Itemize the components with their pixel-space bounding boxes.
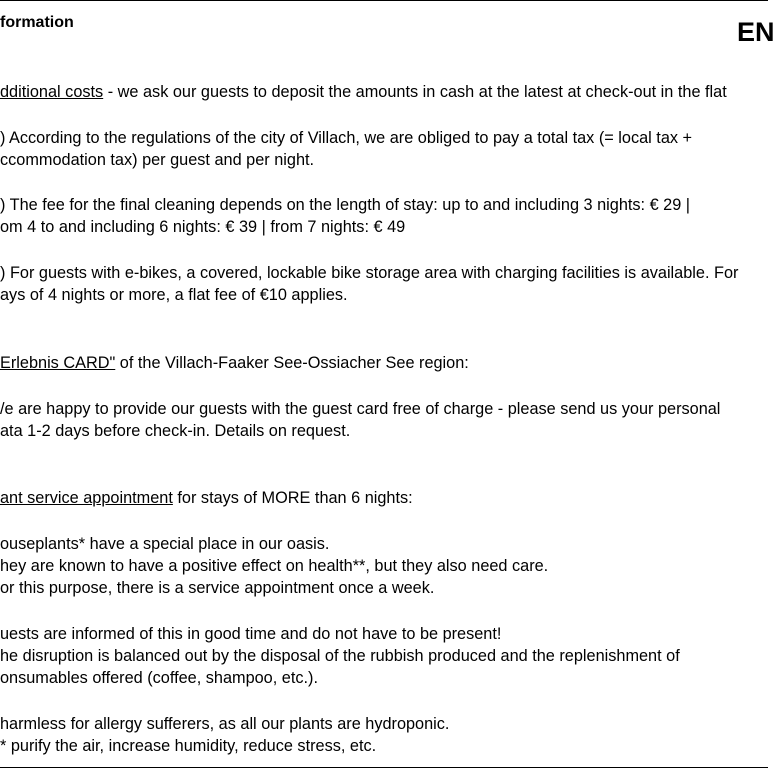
plant-line: ouseplants* have a special place in our oasis.	[0, 535, 330, 553]
additional-costs-link[interactable]: dditional costs	[0, 83, 104, 101]
guest-card-link[interactable]: Erlebnis CARD"	[0, 354, 116, 372]
plant-line: uests are informed of this in good time and do not have to be present!	[0, 625, 502, 643]
plant-line: hey are known to have a positive effect on health**, but they also need care.	[0, 557, 549, 575]
plant-line: onsumables offered (coffee, shampoo, etc.).	[0, 669, 318, 687]
plant-service-heading	[0, 488, 413, 508]
plant-footnote: harmless for allergy sufferers, as all our plants are hydroponic.	[0, 715, 450, 733]
plant-line: or this purpose, there is a service appointment once a week.	[0, 579, 435, 597]
additional-costs-text: - we ask our guests to deposit the amounts in cash at the latest at check-out in the flat	[103, 83, 727, 101]
guest-card-heading-text: of the Villach-Faaker See-Ossiacher See region:	[115, 354, 469, 372]
cost-item-1-line-1: ) According to the regulations of the city of Villach, we are obliged to pay a total tax (= local tax +	[0, 129, 693, 147]
cost-item-2-line-2: om 4 to and including 6 nights: € 39 | from 7 nights: € 49	[0, 218, 406, 236]
cost-item-3-line-1: ) For guests with e-bikes, a covered, lockable bike storage area with charging facilities is available. For	[0, 264, 739, 282]
language-code: EN	[737, 17, 775, 47]
plant-service-heading-text: for stays of MORE than 6 nights:	[172, 489, 413, 507]
cost-item-2-line-1: ) The fee for the final cleaning depends on the length of stay: up to and including 3 nights: € 29 |	[0, 196, 691, 214]
guest-card-line-2: ata 1-2 days before check-in. Details on request.	[0, 422, 351, 440]
guest-card-heading	[0, 353, 469, 373]
guest-card-line-1: /e are happy to provide our guests with the guest card free of charge - please send us your personal	[0, 400, 721, 418]
plant-footnote: * purify the air, increase humidity, reduce stress, etc.	[0, 737, 377, 755]
cost-item-3-line-2: ays of 4 nights or more, a flat fee of €10 applies.	[0, 286, 348, 304]
cost-item-1-line-2: ccommodation tax) per guest and per night.	[0, 151, 315, 169]
plant-service-link[interactable]: ant service appointment	[0, 489, 173, 507]
section-heading: formation	[0, 14, 74, 31]
plant-line: he disruption is balanced out by the disposal of the rubbish produced and the replenishment of	[0, 647, 680, 665]
additional-costs-intro	[0, 82, 727, 102]
